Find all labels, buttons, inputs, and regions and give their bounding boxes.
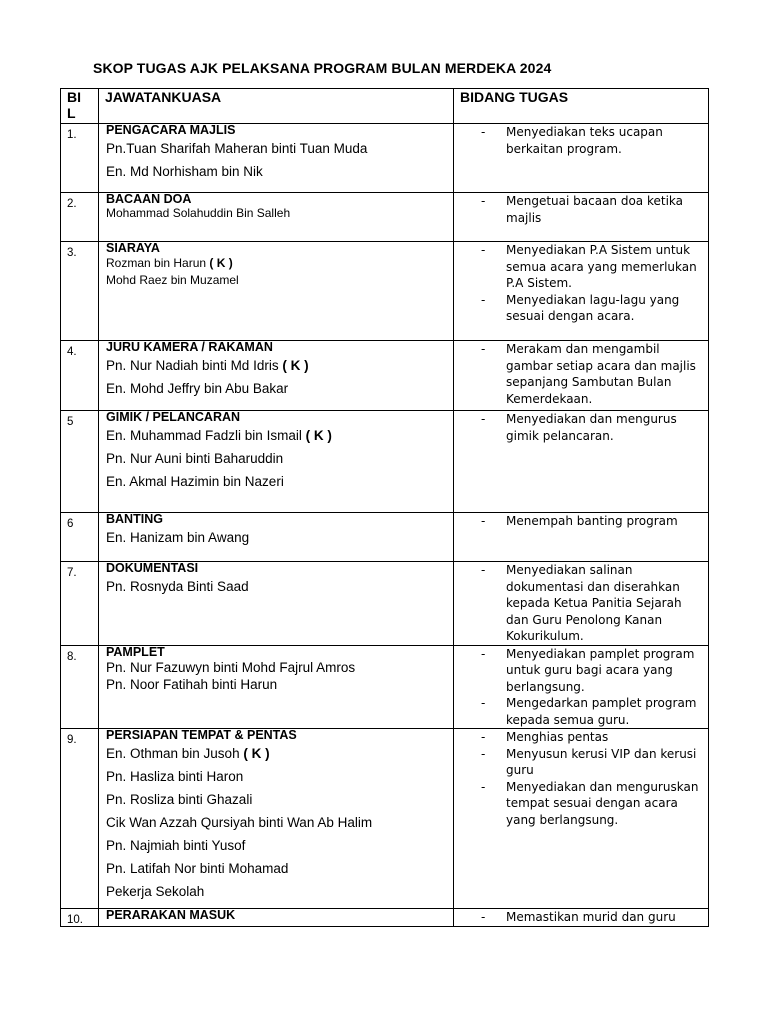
member-name xyxy=(106,659,453,676)
task-item xyxy=(454,746,702,779)
task-item xyxy=(454,909,702,926)
task-list xyxy=(454,513,702,530)
tasks-cell xyxy=(454,242,709,341)
task-item xyxy=(454,779,702,829)
task-item xyxy=(454,562,702,645)
coordinator-mark: ( K ) xyxy=(305,428,332,443)
committee-cell xyxy=(99,645,454,729)
committee-cell xyxy=(99,729,454,909)
task-text: Menyediakan dan mengurus gimik pelancaran. xyxy=(506,412,677,443)
task-text: Mengetuai bacaan doa ketika majlis xyxy=(506,194,684,225)
row-number: 5 xyxy=(61,411,99,513)
member-name-text: Rozman bin Harun xyxy=(106,256,210,270)
dash-bullet-icon: - xyxy=(481,779,486,794)
member-name-text: En. Othman bin Jusoh xyxy=(106,746,244,761)
committee-heading: DOKUMENTASI xyxy=(106,561,199,575)
member-name xyxy=(106,424,453,447)
row-number: 10. xyxy=(61,909,99,927)
task-text: Menyediakan pamplet program untuk guru bagi acara yang berlangsung. xyxy=(506,646,695,694)
task-text: Menyediakan salinan dokumentasi dan diserahkan kepada Ketua Panitia Sejarah dan Guru Penolong Kanan Kokurikulum. xyxy=(506,563,682,643)
member-name-text: Pn. Nur Fazuwyn binti Mohd Fajrul Amros xyxy=(106,659,356,675)
member-name-text: En. Hanizam bin Awang xyxy=(106,530,250,545)
tasks-cell xyxy=(454,909,709,927)
task-text: Menempah banting program xyxy=(506,514,678,528)
committee-cell xyxy=(99,411,454,513)
committee-heading: PERSIAPAN TEMPAT & PENTAS xyxy=(106,728,297,742)
committee-cell xyxy=(99,909,454,927)
committee-heading: BANTING xyxy=(106,512,163,526)
member-name xyxy=(106,788,453,811)
header-bidang-tugas xyxy=(454,89,709,124)
tasks-cell xyxy=(454,193,709,242)
committee-heading: BACAAN DOA xyxy=(106,192,192,206)
header-bidang-tugas-label: BIDANG TUGAS xyxy=(460,89,569,105)
dash-bullet-icon: - xyxy=(481,910,486,924)
task-list xyxy=(454,411,702,444)
member-name-text: Pekerja Sekolah xyxy=(106,884,205,899)
member-name-text: Cik Wan Azzah Qursiyah binti Wan Ab Halim xyxy=(106,815,373,830)
dash-bullet-icon: - xyxy=(481,194,486,208)
dash-bullet-icon: - xyxy=(481,563,486,577)
row-number: 8. xyxy=(61,645,99,729)
task-text: Menyediakan lagu-lagu yang sesuai dengan acara. xyxy=(506,292,680,323)
member-name xyxy=(106,857,453,880)
table-header-row xyxy=(61,89,709,124)
committee-heading: PAMPLET xyxy=(106,644,165,659)
member-name xyxy=(106,377,453,400)
dash-bullet-icon: - xyxy=(481,746,486,761)
task-item xyxy=(454,341,702,407)
row-number: 9. xyxy=(61,729,99,909)
member-name xyxy=(106,137,453,160)
coordinator-mark: ( K ) xyxy=(209,256,233,270)
member-name xyxy=(106,811,453,834)
task-item xyxy=(454,124,702,157)
committee-table xyxy=(60,88,709,927)
member-name-text: Pn. Noor Fatihah binti Harun xyxy=(106,676,278,692)
dash-bullet-icon: - xyxy=(481,696,486,710)
dash-bullet-icon: - xyxy=(481,730,486,744)
member-name-text: Pn.Tuan Sharifah Maheran binti Tuan Muda xyxy=(106,141,368,156)
row-number: 4. xyxy=(61,341,99,411)
task-item xyxy=(454,193,702,226)
table-row xyxy=(61,193,709,242)
row-number: 7. xyxy=(61,562,99,646)
committee-cell xyxy=(99,193,454,242)
dash-bullet-icon: - xyxy=(481,412,486,426)
header-jawatankuasa-label: JAWATANKUASA xyxy=(105,89,222,105)
member-name-text: En. Akmal Hazimin bin Nazeri xyxy=(106,474,284,489)
member-name xyxy=(106,880,453,903)
committee-heading: SIARAYA xyxy=(106,241,160,255)
member-name xyxy=(106,255,453,272)
member-name-text: Pn. Hasliza binti Haron xyxy=(106,769,244,784)
member-name-text: Pn. Rosliza binti Ghazali xyxy=(106,792,253,807)
task-item xyxy=(454,695,702,728)
task-text: Menyediakan teks ucapan berkaitan program. xyxy=(506,125,663,156)
member-name-text: Pn. Latifah Nor binti Mohamad xyxy=(106,861,289,876)
member-name xyxy=(106,206,453,221)
task-list xyxy=(454,124,702,157)
table-row xyxy=(61,729,709,909)
header-bil xyxy=(61,89,99,124)
task-list xyxy=(454,729,702,828)
table-row xyxy=(61,411,709,513)
table-row xyxy=(61,242,709,341)
member-name-text: Mohammad Solahuddin Bin Salleh xyxy=(106,206,291,220)
member-name-text: Pn. Rosnyda Binti Saad xyxy=(106,579,249,594)
member-name xyxy=(106,470,453,493)
member-name-text: Pn. Nur Nadiah binti Md Idris xyxy=(106,358,283,373)
dash-bullet-icon: - xyxy=(481,646,486,661)
task-item xyxy=(454,242,702,292)
member-name xyxy=(106,575,453,598)
dash-bullet-icon: - xyxy=(481,125,486,139)
member-name-text: Pn. Nur Auni binti Baharuddin xyxy=(106,451,284,466)
coordinator-mark: ( K ) xyxy=(282,358,309,373)
member-name-text: En. Mohd Jeffry bin Abu Bakar xyxy=(106,381,289,396)
member-name-text: En. Muhammad Fadzli bin Ismail xyxy=(106,428,306,443)
dash-bullet-icon: - xyxy=(481,243,486,257)
dash-bullet-icon: - xyxy=(481,292,486,307)
task-list xyxy=(454,909,702,926)
dash-bullet-icon: - xyxy=(481,514,486,528)
tasks-cell xyxy=(454,341,709,411)
tasks-cell xyxy=(454,411,709,513)
task-item xyxy=(454,646,702,696)
header-bil-label: BIL xyxy=(67,89,81,121)
committee-cell xyxy=(99,124,454,193)
task-text: Mengedarkan pamplet program kepada semua guru. xyxy=(506,696,697,727)
member-name-text: En. Md Norhisham bin Nik xyxy=(106,164,263,179)
committee-cell xyxy=(99,513,454,562)
member-name xyxy=(106,160,453,183)
row-number: 2. xyxy=(61,193,99,242)
member-name xyxy=(106,447,453,470)
task-item xyxy=(454,729,702,746)
dash-bullet-icon: - xyxy=(481,342,486,356)
committee-heading: PENGACARA MAJLIS xyxy=(106,123,236,137)
table-row xyxy=(61,909,709,927)
row-number: 1. xyxy=(61,124,99,193)
member-name-text: Pn. Najmiah binti Yusof xyxy=(106,838,246,853)
tasks-cell xyxy=(454,729,709,909)
member-name xyxy=(106,765,453,788)
committee-cell xyxy=(99,242,454,341)
table-row xyxy=(61,645,709,729)
task-text: Menghias pentas xyxy=(506,730,609,744)
task-text: Menyediakan dan menguruskan tempat sesuai dengan acara yang berlangsung. xyxy=(506,779,699,827)
tasks-cell xyxy=(454,562,709,646)
task-list xyxy=(454,242,702,325)
member-name xyxy=(106,526,453,549)
committee-cell xyxy=(99,341,454,411)
document-title: SKOP TUGAS AJK PELAKSANA PROGRAM BULAN MERDEKA 2024 xyxy=(93,60,552,76)
member-name-text: Mohd Raez bin Muzamel xyxy=(106,273,239,287)
task-text: Menyusun kerusi VIP dan kerusi guru xyxy=(506,746,697,777)
tasks-cell xyxy=(454,645,709,729)
task-text: Menyediakan P.A Sistem untuk semua acara yang memerlukan P.A Sistem. xyxy=(506,243,697,290)
committee-heading: GIMIK / PELANCARAN xyxy=(106,410,241,424)
member-name xyxy=(106,354,453,377)
header-jawatankuasa xyxy=(99,89,454,124)
coordinator-mark: ( K ) xyxy=(243,746,270,761)
row-number: 3. xyxy=(61,242,99,341)
committee-heading: PERARAKAN MASUK xyxy=(106,908,236,922)
member-name xyxy=(106,272,453,289)
task-item xyxy=(454,411,702,444)
committee-cell xyxy=(99,562,454,646)
member-name xyxy=(106,834,453,857)
task-list xyxy=(454,341,702,407)
table-row xyxy=(61,124,709,193)
member-name xyxy=(106,742,453,765)
tasks-cell xyxy=(454,124,709,193)
task-text: Memastikan murid dan guru xyxy=(506,910,676,924)
table-row xyxy=(61,513,709,562)
task-list xyxy=(454,193,702,226)
member-name xyxy=(106,676,453,693)
row-number: 6 xyxy=(61,513,99,562)
task-text: Merakam dan mengambil gambar setiap acara dan majlis sepanjang Sambutan Bulan Kemerdekaan. xyxy=(506,342,696,406)
task-list xyxy=(454,562,702,645)
committee-heading: JURU KAMERA / RAKAMAN xyxy=(106,340,273,354)
tasks-cell xyxy=(454,513,709,562)
table-row xyxy=(61,341,709,411)
task-item xyxy=(454,513,702,530)
table-row xyxy=(61,562,709,646)
task-list xyxy=(454,646,702,729)
task-item xyxy=(454,292,702,325)
